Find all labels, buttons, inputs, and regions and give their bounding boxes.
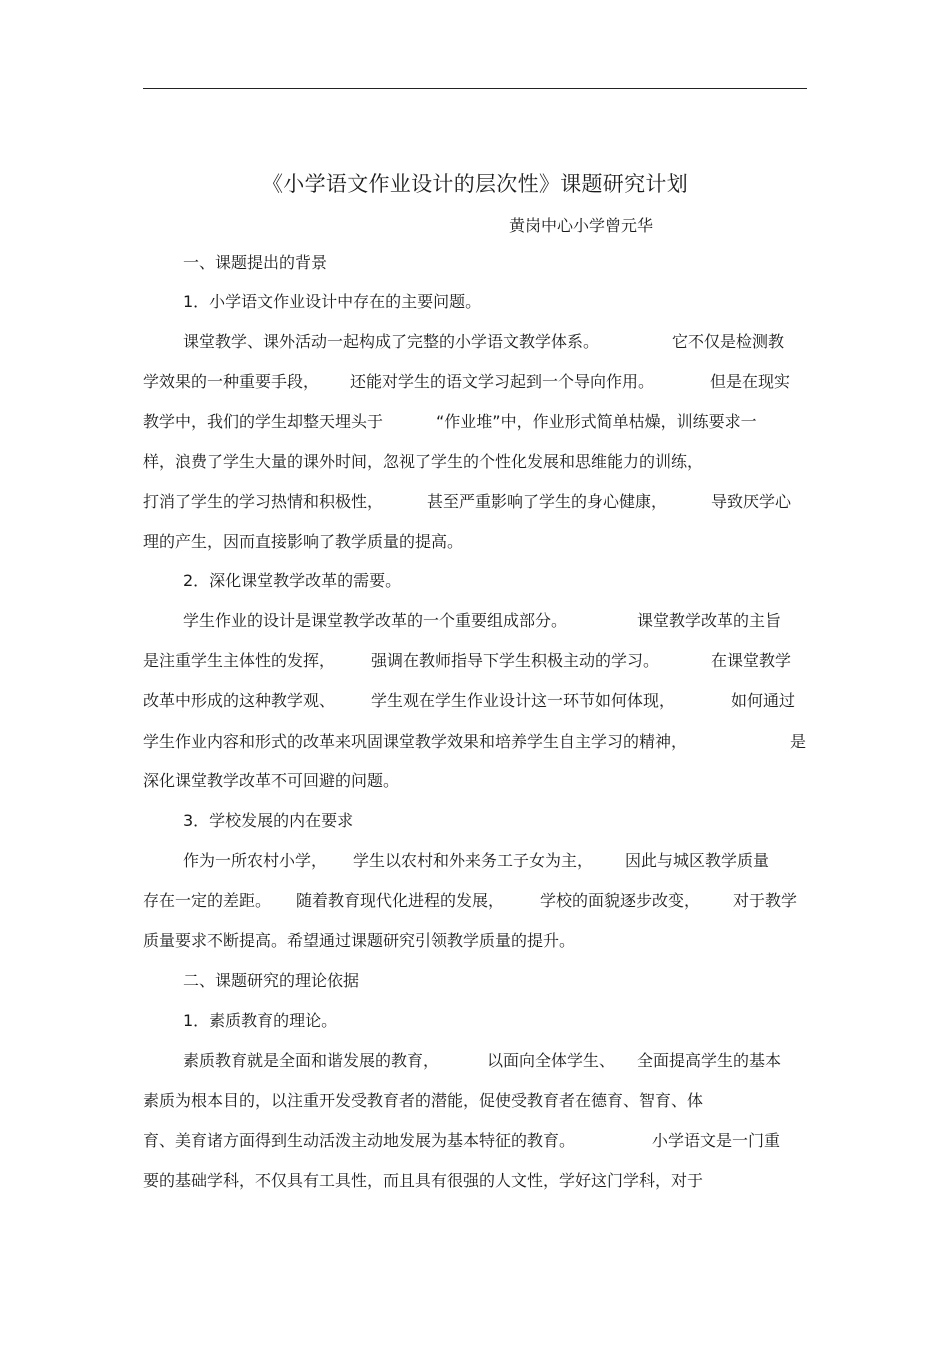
header-rule	[143, 88, 807, 89]
text-segment: 在课堂教学	[711, 651, 792, 670]
text-segment: 甚至严重影响了学生的身心健康，	[427, 492, 668, 511]
text-segment: 导致厌学心	[711, 492, 792, 511]
text-segment: 打消了学生的学习热情和积极性，	[143, 492, 384, 511]
text-segment: 3．学校发展的内在要求	[183, 811, 354, 830]
text-segment: 理的产生，因而直接影响了教学质量的提高。	[143, 532, 464, 551]
text-segment: 课堂教学、课外活动一起构成了完整的小学语文教学体系。	[183, 332, 600, 351]
text-segment: 学生作业内容和形式的改革来巩固课堂教学效果和培养学生自主学习的精神，	[143, 732, 688, 751]
text-segment: 素质为根本目的，以注重开发受教育者的潜能，促使受教育者在德育、智育、体	[143, 1091, 704, 1110]
text-segment: 学生以农村和外来务工子女为主，	[353, 851, 594, 870]
text-segment: 是	[790, 732, 807, 751]
text-segment: 质量要求不断提高。希望通过课题研究引领教学质量的提升。	[143, 931, 576, 950]
text-segment: 还能对学生的语文学习起到一个导向作用。	[350, 372, 655, 391]
text-segment: 1．小学语文作业设计中存在的主要问题。	[183, 292, 482, 311]
text-segment: 2．深化课堂教学改革的需要。	[183, 571, 402, 590]
text-segment: 全面提高学生的基本	[637, 1051, 782, 1070]
text-segment: 是注重学生主体性的发挥，	[143, 651, 336, 670]
document-title: 《小学语文作业设计的层次性》课题研究计划	[262, 172, 688, 196]
text-segment: 一、课题提出的背景	[183, 253, 328, 272]
text-segment: 因此与城区教学质量	[625, 851, 770, 870]
author-line: 黄岗中心小学曾元华	[509, 216, 654, 235]
text-segment: 作为一所农村小学，	[183, 851, 328, 870]
text-segment: 改革中形成的这种教学观、	[143, 691, 336, 710]
text-segment: 它不仅是检测教	[672, 332, 785, 351]
text-segment: 要的基础学科，不仅具有工具性，而且具有很强的人文性，学好这门学科，对于	[143, 1171, 704, 1190]
text-segment: 学生观在学生作业设计这一环节如何体现，	[371, 691, 676, 710]
text-segment: 学效果的一种重要手段，	[143, 372, 320, 391]
text-segment: 1．素质教育的理论。	[183, 1011, 338, 1030]
text-segment: 课堂教学改革的主旨	[637, 611, 782, 630]
text-segment: 对于教学	[733, 891, 798, 910]
text-segment: 小学语文是一门重	[652, 1131, 781, 1150]
text-segment: 以面向全体学生、	[487, 1051, 616, 1070]
text-segment: 二、课题研究的理论依据	[183, 971, 360, 990]
text-segment: 如何通过	[731, 691, 796, 710]
text-segment: 但是在现实	[710, 372, 791, 391]
text-segment: “作业堆”中，作业形式简单枯燥，训练要求一	[436, 412, 757, 431]
text-segment: 学校的面貌逐步改变，	[540, 891, 701, 910]
text-segment: 深化课堂教学改革不可回避的问题。	[143, 771, 400, 790]
text-segment: 素质教育就是全面和谐发展的教育，	[183, 1051, 440, 1070]
text-segment: 教学中，我们的学生却整天埋头于	[143, 412, 384, 431]
text-segment: 样，浪费了学生大量的课外时间，忽视了学生的个性化发展和思维能力的训练，	[143, 452, 704, 471]
text-segment: 强调在教师指导下学生积极主动的学习。	[371, 651, 660, 670]
text-segment: 随着教育现代化进程的发展，	[296, 891, 505, 910]
text-segment: 育、美育诸方面得到生动活泼主动地发展为基本特征的教育。	[143, 1131, 576, 1150]
text-segment: 存在一定的差距。	[143, 891, 272, 910]
text-segment: 学生作业的设计是课堂教学改革的一个重要组成部分。	[183, 611, 568, 630]
